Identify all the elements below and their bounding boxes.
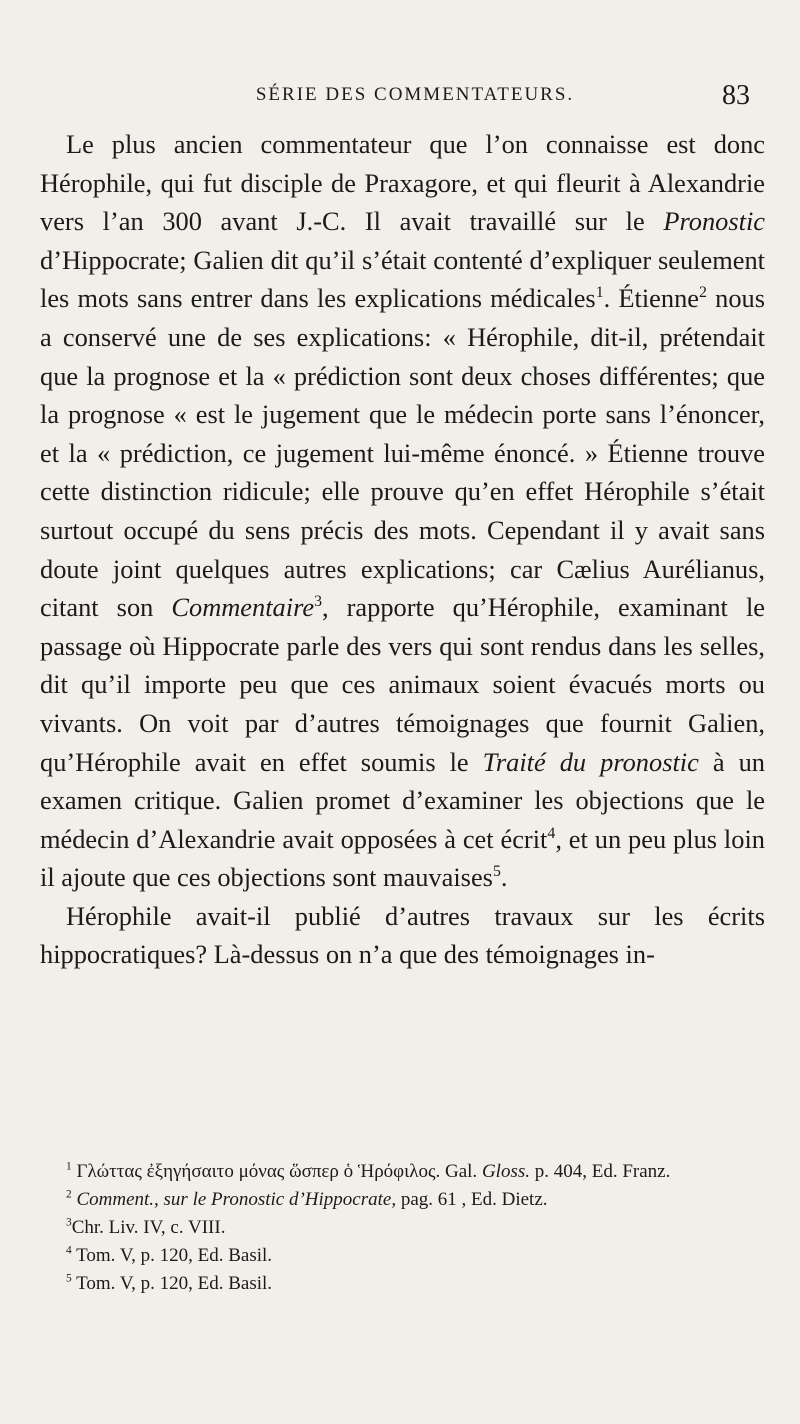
paragraph-1-part-8: . xyxy=(500,862,508,893)
footnote-5 xyxy=(40,1270,765,1298)
paragraph-1-part-2: d’Hippocrate; Galien dit qu’il s’était contenté d’expliquer seulement les mots sans entrer dans les explications médicales xyxy=(40,244,765,314)
footnote-4-mark: 4 xyxy=(66,1244,72,1257)
traite-title: Traité du pronostic xyxy=(482,746,699,777)
paragraph-1-part-4: nous a conservé une de ses explications: « Hérophile, dit-il, prétendait que la prognose et la « prédiction sont deux choses différentes; que la prognose « est le jugement que le médecin porte sans l’énoncer, et la « prédiction, ce jugement lui-même énoncé. » Étienne trouve cette distinction ridicule; elle prouve qu’en effet Hérophile s’était surtout occupé du sens précis des mots. Cependant il y avait sans doute joint quelques autres explications; car Cælius Aurélianus, citant son xyxy=(40,283,765,623)
footnote-2-text: pag. 61 , Ed. Dietz. xyxy=(396,1189,548,1210)
footnote-1-text-a: Gal. xyxy=(440,1161,482,1182)
main-text xyxy=(40,125,765,974)
paragraph-1-part-6: à un examen critique. Galien promet d’examiner les objections que le médecin d’Alexandrie avait opposées à cet écrit xyxy=(40,746,765,854)
footnotes xyxy=(40,1158,765,1298)
page-number: 83 xyxy=(722,80,750,111)
footnote-5-mark: 5 xyxy=(66,1272,72,1285)
footnote-1-italic: Gloss. xyxy=(481,1161,530,1182)
footnote-2-italic: Comment., sur le Pronostic d’Hippocrate, xyxy=(76,1189,397,1210)
footnote-4-text: Tom. V, p. 120, Ed. Basil. xyxy=(76,1245,273,1266)
footnote-1-text-b: p. 404, Ed. Franz. xyxy=(529,1161,671,1182)
footnote-3-text: Chr. Liv. IV, c. VIII. xyxy=(71,1217,226,1238)
footnote-ref-3: 3 xyxy=(314,593,322,611)
footnote-3 xyxy=(40,1214,765,1242)
running-title: SÉRIE DES COMMENTATEURS. xyxy=(255,84,575,105)
footnote-ref-5: 5 xyxy=(492,863,501,881)
paragraph-1-part-1: Le plus ancien commentateur que l’on connaisse est donc Hérophile, qui fut disciple de Praxagore, et qui fleurit à Alexandrie vers l’an 300 avant J.-C. Il avait travaillé sur le xyxy=(40,129,765,237)
footnote-ref-4: 4 xyxy=(547,824,556,842)
footnote-2 xyxy=(40,1186,765,1214)
paragraph-1 xyxy=(40,125,765,897)
footnote-3-mark: 3 xyxy=(66,1216,72,1229)
commentaire-title: Commentaire xyxy=(171,592,315,623)
footnote-1-mark: 1 xyxy=(66,1160,72,1173)
pronostic-title: Pronostic xyxy=(663,206,765,237)
footnote-1-greek: Γλώττας ἐξηγήσαιτο μόνας ὥσπερ ὁ Ἡρόφιλος. xyxy=(76,1161,441,1182)
footnote-4 xyxy=(40,1242,765,1270)
paragraph-2: Hérophile avait-il publié d’autres travaux sur les écrits hippocratiques? Là-dessus on n’a que des témoignages in- xyxy=(40,900,765,970)
paragraph-1-part-5: , rapporte qu’Hérophile, examinant le passage où Hippocrate parle des vers qui sont rendus dans les selles, dit qu’il importe peu que ces animaux soient évacués morts ou vivants. On voit par d’autres témoignages que fournit Galien, qu’Hérophile avait en effet soumis le xyxy=(40,592,765,777)
running-header xyxy=(170,80,750,110)
footnote-5-text: Tom. V, p. 120, Ed. Basil. xyxy=(76,1273,273,1294)
paragraph-1-part-3: . Étienne xyxy=(603,283,700,314)
footnote-ref-2: 2 xyxy=(699,284,707,302)
footnote-ref-1: 1 xyxy=(595,284,604,302)
footnote-2-mark: 2 xyxy=(66,1188,72,1201)
paragraph-1-part-7: , et un peu plus loin il ajoute que ces objections sont mauvaises xyxy=(40,823,765,893)
footnote-1 xyxy=(40,1158,765,1186)
